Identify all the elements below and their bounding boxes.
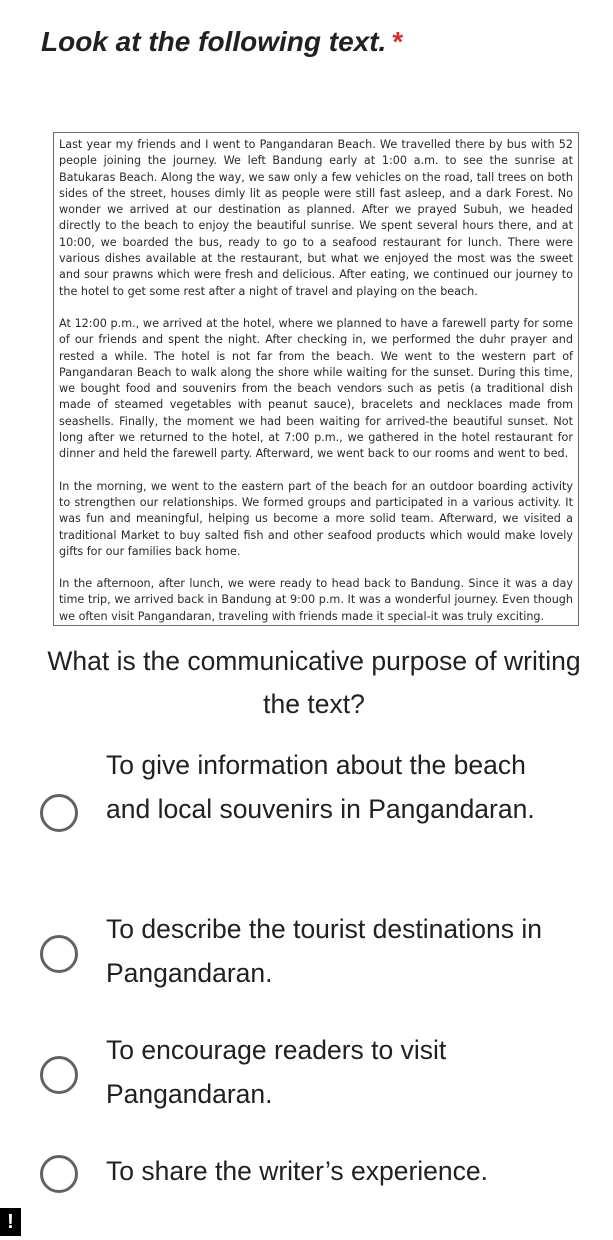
passage-image (53, 132, 579, 626)
radio-button[interactable] (40, 794, 78, 832)
passage-paragraph: Last year my friends and I went to Pangandaran Beach. We travelled there by bus with 52 people joining the journey. We left Bandung early at 1:00 a.m. to see the sunrise at Batukaras Beach. Along the way, we saw only a few vehicles on the road, tall trees on both sides of the street, houses dimly lit as people were still fast asleep, and a dark Forest. No wonder we arrived at our destination as planned. After we prayed Subuh, we headed directly to the beach to enjoy the beautiful sunrise. We spent several hours there, and at 10:00, we boarded the bus, ready to go to a seafood restaurant for lunch. There were various dishes available at the restaurant, but what we enjoyed the most was the sweet and sour prawns which were fresh and delicious. After eating, we continued our journey to the hotel to get some rest after a night of travel and playing on the beach. (59, 138, 573, 298)
question-title-text: Look at the following text. (41, 26, 387, 57)
radio-button[interactable] (40, 1155, 78, 1193)
option-label: To share the writer’s experience. (106, 1156, 488, 1186)
option-label: To encourage readers to visit Pangandaran. (106, 1035, 447, 1109)
passage-paragraph: In the morning, we went to the eastern part of the beach for an outdoor boarding activity to strengthen our relationships. We formed groups and participated in a various activity. It was fun and meaningful, helping us become a more solid team. Afterward, we visited a traditional Market to buy salted fish and other seafood products which would make lovely gifts for our families back home. (59, 479, 573, 558)
required-asterisk: * (392, 26, 404, 57)
radio-button[interactable] (40, 935, 78, 973)
question-title (41, 26, 403, 58)
passage-paragraph: At 12:00 p.m., we arrived at the hotel, where we planned to have a farewell party for some of our friends and spent the night. After checking in, we performed the duhr prayer and rested a while. The hotel is not far from the beach. We went to the western part of Pangandaran Beach to walk along the shore while waiting for the sunset. During this time, we bought food and souvenirs from the beach vendors such as petis (a traditional dish made of steamed vegetables with peanut sauce), bracelets and necklaces made from seashells. Finally, the moment we had been waiting for arrived-the beautiful sunset. Not long after we returned to the hotel, at 7:00 p.m., we gathered in the hotel restaurant for dinner and held the farewell party. Afterward, we went back to our rooms and went to bed. (59, 316, 573, 461)
error-badge: ! (0, 1208, 21, 1236)
passage-paragraph: In the afternoon, after lunch, we were ready to head back to Bandung. Since it was a day time trip, we arrived back in Bandung at 9:00 p.m. It was a wonderful journey. Even though we often visit Pangandaran, traveling with friends made it special-it was truly exciting. (59, 577, 573, 623)
radio-button[interactable] (40, 1056, 78, 1094)
option-label: To give information about the beach and local souvenirs in Pangandaran. (106, 750, 535, 824)
option-label: To describe the tourist destinations in Pangandaran. (106, 914, 543, 988)
question-prompt: What is the communicative purpose of writing the text? (47, 646, 581, 719)
